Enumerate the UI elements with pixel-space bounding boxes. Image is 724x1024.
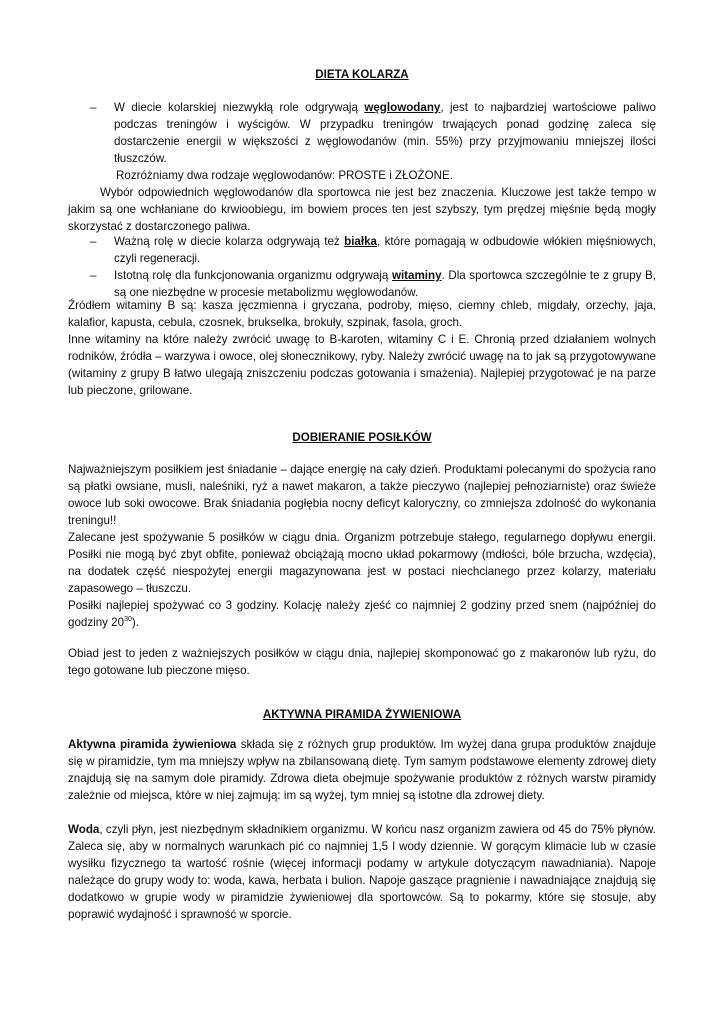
paragraph-5-posilkow: Zalecane jest spożywanie 5 posiłków w ciągu dnia. Organizm potrzebuje stałego, regularnego dopływu energii. Posiłki nie mogą być zbyt obfite, ponieważ obciążają mocno układ pokarmowy (mdłości, bóle brzucha, wzdęcia), na dodatek część niespożytej energii magazynowana jest w postaci niechcianego przez kolarzy, materiału zapasowego – tłuszczu. — [68, 531, 656, 595]
paragraph-weglowodany: W diecie kolarskiej niezwykłą role odgrywają węglowodany, jest to najbardziej wartościowe paliwo podczas treningów i wyścigów. W przypadku treningów trwających ponad godzinę zaleca się dostarczenie energii w większości z węglowodanów (min. 55%) przy przyjmowaniu mniejszej ilości tłuszczów. — [114, 101, 656, 165]
paragraph-sniadanie: Najważniejszym posiłkiem jest śniadanie – dające energię na cały dzień. Produktami polecanymi do spożycia rano są płatki owsiane, musli, naleśniki, ryż a nawet makaron, a także pieczywo (najlepiej pełnoziarniste) oraz świeże owoce lub soki owocowe. Brak śniadania pogłębia nocny deficyt kaloryczny, co zmniejsza zdolność do wykonania treningu!! — [68, 463, 656, 527]
paragraph-rodzaje-weglowodanow: Rozróżniamy dwa rodzaje węglowodanów: PROSTE i ZŁOŻONE. — [116, 169, 453, 182]
bullet-dash: – — [90, 101, 97, 114]
term-woda: Woda — [68, 823, 100, 836]
paragraph-wybor-weglowodanow: Wybór odpowiednich węglowodanów dla sportowca nie jest bez znaczenia. Kluczowe jest także tempo w jakim są one wchłaniane do krwioobiegu, im bowiem proces ten jest szybszy, tym prędzej mięśnie będą mogły skorzystać z dostarczonego paliwa. — [68, 186, 656, 233]
paragraph-zrodla-witaminy-b: Źródłem witaminy B są: kasza jęczmienna i gryczana, podroby, mięso, ciemny chleb, migdały, orzechy, jaja, kalafior, kapusta, cebula, czosnek, brukselka, brokuły, szpinak, fasola, groch. — [68, 299, 656, 329]
term-weglowodany: węglowodany — [364, 101, 441, 114]
paragraph-piramida: Aktywna piramida żywieniowa składa się z różnych grup produktów. Im wyżej dana grupa produktów znajduje się w piramidzie, tym ma mniejszy wpływ na zbilansowaną dietę. Tym samym podstawowe elementy zdrowej diety znajdują się na samym dole piramidy. Zdrowa dieta obejmuje spożywanie produktów z różnych warstw piramidy zależnie od miejsca, które w niej zajmują: im są wyżej, tym mniej są istotne dla zdrowej diety. — [68, 738, 656, 802]
heading-dobieranie-posilkow: DOBIERANIE POSIŁKÓW — [292, 431, 432, 444]
paragraph-woda: Woda, czyli płyn, jest niezbędnym składnikiem organizmu. W końcu nasz organizm zawiera od 45 do 75% płynów. Zaleca się, aby w normalnych warunkach pić co najmniej 1,5 l wody dziennie. W gorącym klimacie lub w czasie wysiłku fizycznego ta wartość rośnie (więcej informacji podamy w artykule dotyczącym nawadniania). Napoje należące do grupy wody to: woda, kawa, herbata i bulion. Napoje gaszące pragnienie i nawadniające znajdują się dodatkowo w grupie wody w piramidzie żywieniowej dla sportowców. Są to pokarmy, które się stosuje, aby poprawić wydajność i sprawność w sporcie. — [68, 823, 656, 921]
term-aktywna-piramida: Aktywna piramida żywieniowa — [68, 738, 237, 751]
paragraph-obiad: Obiad jest to jeden z ważniejszych posiłków w ciągu dnia, najlepiej skomponować go z makaronów lub ryżu, do tego gotowane lub pieczone mięso. — [68, 647, 656, 677]
paragraph-bialka: Ważną rolę w diecie kolarza odgrywają też białka, które pomagają w odbudowie włókien mięśniowych, czyli regeneracji. — [114, 235, 657, 265]
bullet-dash: – — [90, 269, 97, 282]
heading-aktywna-piramida: AKTYWNA PIRAMIDA ŻYWIENIOWA — [262, 708, 462, 721]
term-bialka: białka — [344, 235, 377, 248]
paragraph-inne-witaminy: Inne witaminy na które należy zwrócić uwagę to B-karoten, witaminy C i E. Chronią przed działaniem wolnych rodników, źródła – warzywa i owoce, olej słonecznikowy, ryby. Należy zwrócić uwagę na to jak są przygotowywane (witaminy z grupy B łatwo ulegają zniszczeniu podczas gotowania i smażenia). Najlepiej przygotować je na parze lub pieczone, grilowane. — [68, 333, 656, 397]
paragraph-witaminy: Istotną rolę dla funkcjonowania organizmu odgrywają witaminy. Dla sportowca szczególnie te z grupy B, są one niezbędne w procesie metabolizmu węglowodanów. — [114, 269, 656, 299]
bullet-dash: – — [90, 235, 97, 248]
term-witaminy: witaminy — [391, 269, 442, 282]
paragraph-czestotliwosc-posilkow: Posiłki najlepiej spożywać co 3 godziny. Kolację należy zjeść co najmniej 2 godziny przed snem (najpóźniej do godziny $20^{30}$). — [68, 599, 656, 629]
heading-dieta-kolarza: DIETA KOLARZA — [315, 68, 409, 81]
